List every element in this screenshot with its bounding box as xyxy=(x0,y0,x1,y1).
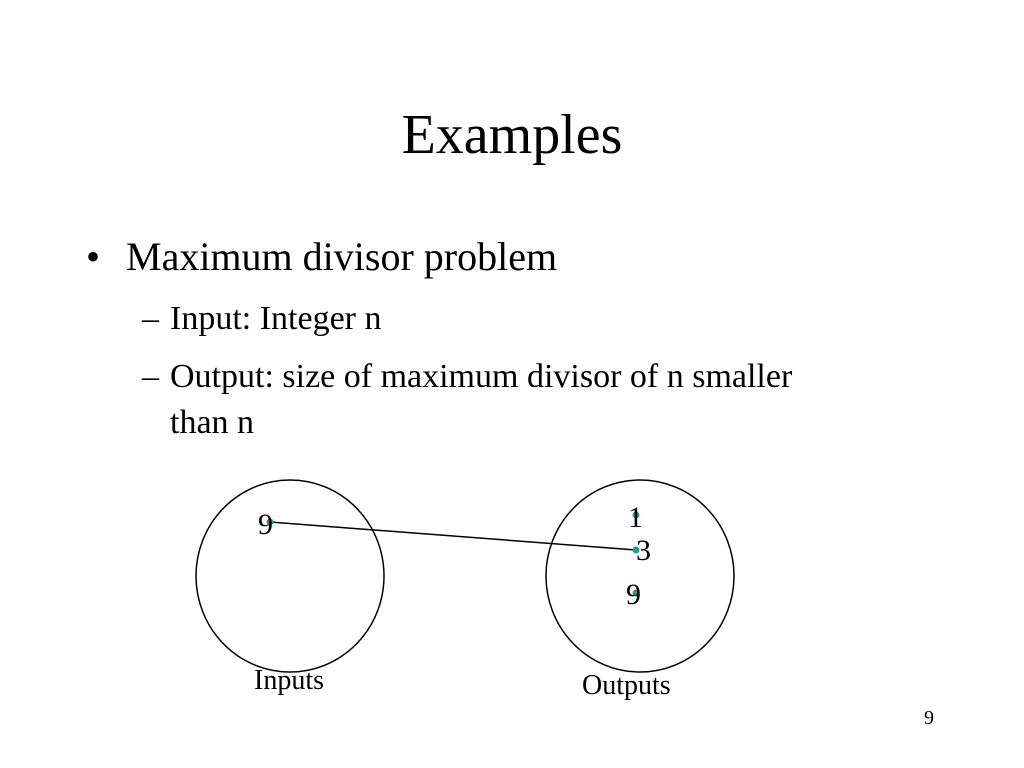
output-value-3: 3 xyxy=(636,534,651,567)
sub-bullet-output-text: Output: size of maximum divisor of n smaller xyxy=(170,358,793,395)
bullet-text: Maximum divisor problem xyxy=(126,234,558,279)
outputs-label: Outputs xyxy=(582,670,671,701)
input-value-9: 9 xyxy=(258,508,273,541)
sub-bullet-input-text: Input: Integer n xyxy=(170,300,382,337)
dash-mark: – xyxy=(142,358,159,395)
sub-bullet-output-continuation: than n xyxy=(170,404,255,441)
slide-title: Examples xyxy=(401,104,623,166)
page-number: 9 xyxy=(924,707,934,729)
inputs-set-ellipse xyxy=(196,480,384,672)
output-value-9: 9 xyxy=(626,578,641,611)
output-value-1: 1 xyxy=(628,501,643,534)
mapping-arrow xyxy=(270,522,636,550)
inputs-label: Inputs xyxy=(254,665,324,696)
dash-mark: – xyxy=(142,300,159,337)
bullet-mark: • xyxy=(86,234,101,279)
